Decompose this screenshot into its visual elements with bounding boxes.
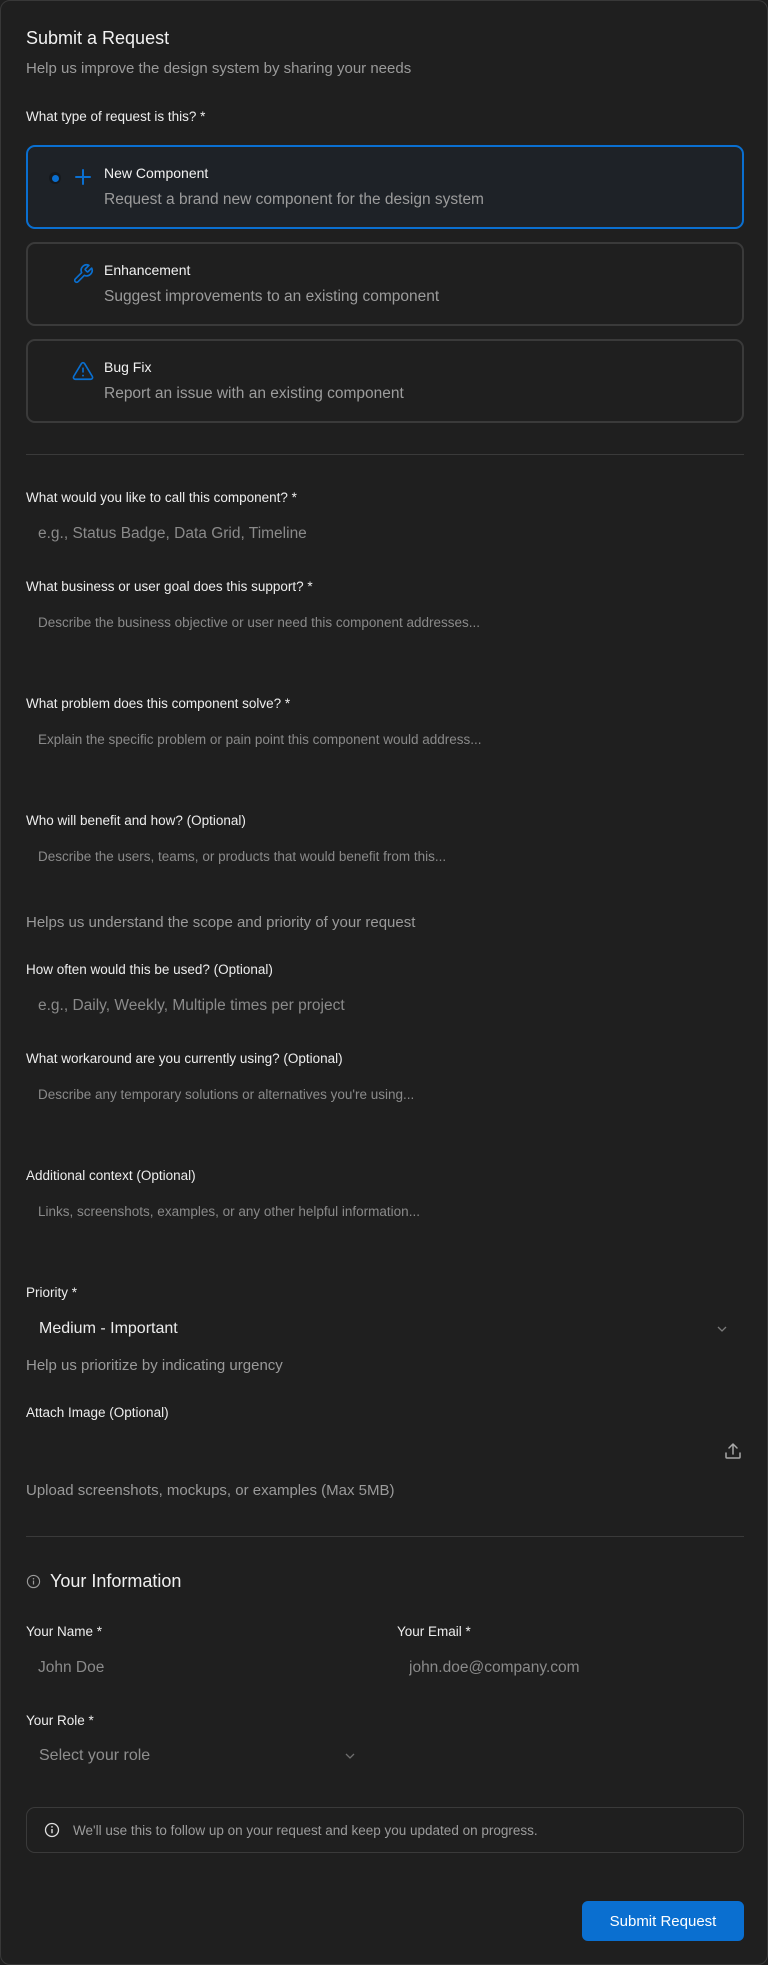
your-email-label: Your Email *	[397, 1624, 471, 1639]
priority-select[interactable]	[26, 1311, 744, 1347]
problem-textarea[interactable]	[26, 722, 744, 792]
your-name-label: Your Name *	[26, 1624, 103, 1639]
request-type-label: What type of request is this? *	[26, 109, 206, 124]
warning-triangle-icon	[72, 360, 94, 382]
role-placeholder: Select your role	[39, 1747, 151, 1764]
option-title: Enhancement	[104, 262, 191, 278]
component-name-input[interactable]	[26, 516, 744, 552]
option-description: Report an issue with an existing component	[104, 385, 404, 402]
info-circle-icon	[26, 1574, 41, 1589]
submit-request-button[interactable]: Submit Request	[582, 1901, 744, 1941]
note-text: We'll use this to follow up on your request and keep you updated on progress.	[73, 1822, 538, 1838]
chevron-down-icon	[716, 1323, 728, 1335]
section-divider	[26, 454, 744, 455]
business-goal-label: What business or user goal does this support? *	[26, 579, 313, 594]
follow-up-note	[26, 1807, 744, 1853]
request-type-option-new-component[interactable]	[26, 145, 744, 229]
your-information-heading	[26, 1571, 181, 1592]
wrench-icon	[72, 263, 94, 285]
section-divider	[26, 1536, 744, 1537]
problem-label: What problem does this component solve? *	[26, 696, 291, 711]
beneficiaries-label: Who will benefit and how? (Optional)	[26, 813, 246, 828]
option-description: Request a brand new component for the design system	[104, 191, 484, 208]
priority-hint: Help us prioritize by indicating urgency	[26, 1357, 283, 1374]
page-title: Submit a Request	[26, 28, 170, 48]
request-type-option-enhancement[interactable]	[26, 242, 744, 326]
your-role-label: Your Role *	[26, 1713, 94, 1728]
additional-context-label: Additional context (Optional)	[26, 1168, 196, 1183]
component-name-label: What would you like to call this component? *	[26, 490, 297, 505]
page-subtitle: Help us improve the design system by sharing your needs	[26, 60, 412, 77]
upload-icon[interactable]	[723, 1441, 743, 1461]
your-role-select[interactable]	[26, 1738, 374, 1774]
priority-selected-value: Medium - Important	[39, 1320, 178, 1337]
frequency-label: How often would this be used? (Optional)	[26, 962, 273, 977]
info-circle-icon	[44, 1822, 60, 1838]
plus-icon	[72, 166, 94, 188]
scope-hint: Helps us understand the scope and priority of your request	[26, 914, 416, 931]
priority-label: Priority *	[26, 1285, 78, 1300]
chevron-down-icon	[344, 1750, 356, 1762]
business-goal-textarea[interactable]	[26, 605, 744, 675]
workaround-label: What workaround are you currently using? (Optional)	[26, 1051, 343, 1066]
option-title: Bug Fix	[104, 359, 152, 375]
request-type-option-bug-fix[interactable]	[26, 339, 744, 423]
option-title: New Component	[104, 165, 209, 181]
radio-selected-indicator	[49, 172, 61, 184]
section-title: Your Information	[50, 1571, 182, 1591]
option-description: Suggest improvements to an existing component	[104, 288, 440, 305]
attach-image-hint: Upload screenshots, mockups, or examples (Max 5MB)	[26, 1482, 395, 1499]
additional-context-textarea[interactable]	[26, 1194, 744, 1264]
frequency-input[interactable]	[26, 988, 744, 1024]
your-email-input[interactable]	[397, 1650, 744, 1686]
beneficiaries-textarea[interactable]	[26, 839, 744, 909]
workaround-textarea[interactable]	[26, 1077, 744, 1147]
attach-image-label: Attach Image (Optional)	[26, 1405, 169, 1420]
your-name-input[interactable]	[26, 1650, 374, 1686]
